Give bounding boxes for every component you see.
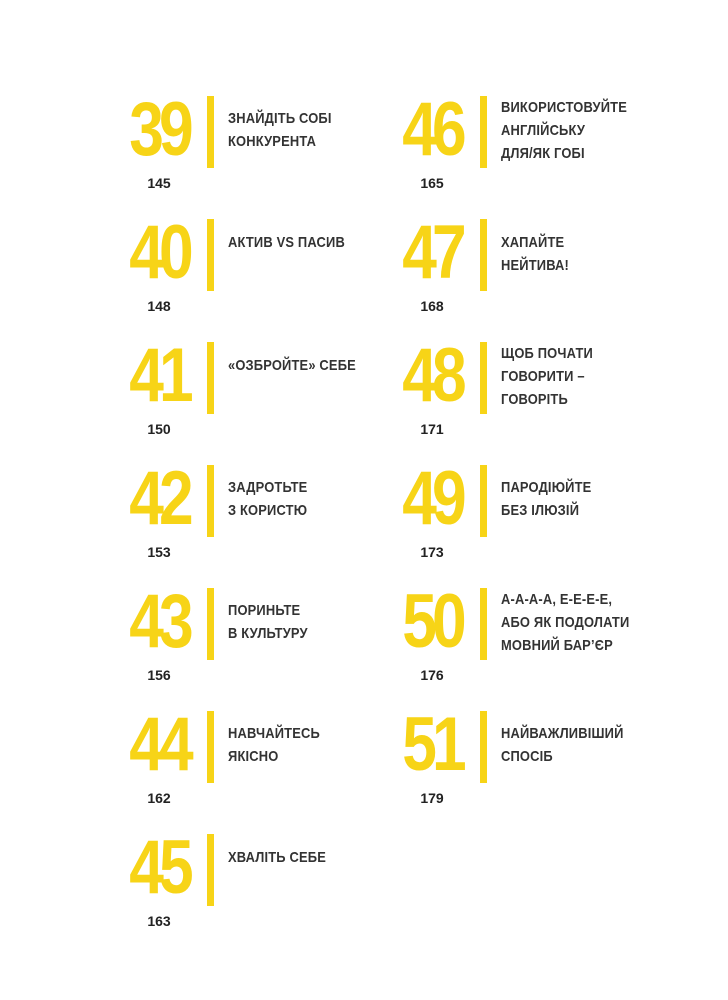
toc-entry-48[interactable] [393, 333, 653, 461]
accent-bar [207, 588, 214, 660]
chapter-title: ВИКОРИСТОВУЙТЕ АНГЛІЙСЬКУ ДЛЯ/ЯК ГОБІ [501, 99, 627, 162]
page-number: 145 [147, 175, 171, 191]
chapter-number: 43 [129, 579, 189, 664]
chapter-title: «ОЗБРОЙТЕ» СЕБЕ [228, 357, 356, 374]
accent-bar [207, 711, 214, 783]
accent-bar [480, 465, 487, 537]
toc-entry-40[interactable] [120, 210, 380, 338]
chapter-number: 45 [129, 825, 189, 910]
toc-entry-47[interactable] [393, 210, 653, 338]
toc-entry-46[interactable] [393, 87, 653, 215]
page-number: 153 [147, 544, 171, 560]
chapter-number: 48 [402, 333, 462, 418]
accent-bar [207, 96, 214, 168]
chapter-number: 50 [402, 579, 462, 664]
chapter-title: ХВАЛІТЬ СЕБЕ [228, 849, 326, 866]
page-number: 168 [420, 298, 444, 314]
toc-column-left [120, 87, 380, 953]
chapter-title: АКТИВ VS ПАСИВ [228, 234, 345, 251]
chapter-title: ПАРОДІЮЙТЕ БЕЗ ІЛЮЗІЙ [501, 479, 592, 519]
toc-entry-39[interactable] [120, 87, 380, 215]
toc-entry-43[interactable] [120, 579, 380, 707]
chapter-title: ХАПАЙТЕ НЕЙТИВА! [501, 234, 570, 274]
page-number: 179 [420, 790, 444, 806]
chapter-title: ЗНАЙДІТЬ СОБІ КОНКУРЕНТА [228, 110, 332, 150]
chapter-number: 40 [129, 210, 189, 295]
page-number: 156 [147, 667, 171, 683]
toc-entry-41[interactable] [120, 333, 380, 461]
chapter-number: 49 [402, 456, 462, 541]
page-number: 150 [147, 421, 171, 437]
accent-bar [207, 834, 214, 906]
toc-entry-44[interactable] [120, 702, 380, 830]
chapter-title: ПОРИНЬТЕ В КУЛЬТУРУ [228, 602, 308, 642]
chapter-number: 47 [402, 210, 462, 295]
page-number: 176 [420, 667, 444, 683]
chapter-title: ЗАДРОТЬТЕ З КОРИСТЮ [228, 479, 308, 519]
chapter-number: 51 [402, 702, 462, 787]
page-number: 173 [420, 544, 444, 560]
page-number: 165 [420, 175, 444, 191]
chapter-number: 46 [402, 87, 462, 172]
chapter-title: А-А-А-А, Е-Е-Е-Е, АБО ЯК ПОДОЛАТИ МОВНИЙ БАР’ЄР [501, 591, 630, 654]
page-number: 163 [147, 913, 171, 929]
chapter-number: 44 [129, 702, 189, 787]
accent-bar [207, 219, 214, 291]
chapter-number: 39 [129, 87, 189, 172]
accent-bar [480, 711, 487, 783]
toc-entry-45[interactable] [120, 825, 380, 953]
chapter-number: 42 [129, 456, 189, 541]
page-number: 171 [420, 421, 444, 437]
toc-entry-42[interactable] [120, 456, 380, 584]
chapter-title: ЩОБ ПОЧАТИ ГОВОРИТИ – ГОВОРІТЬ [501, 345, 593, 408]
page-number: 148 [147, 298, 171, 314]
accent-bar [207, 465, 214, 537]
toc-column-right [393, 87, 653, 830]
accent-bar [480, 96, 487, 168]
accent-bar [480, 342, 487, 414]
toc-entry-50[interactable] [393, 579, 653, 707]
accent-bar [480, 219, 487, 291]
chapter-title: НАЙВАЖЛИВІШИЙ СПОСІБ [501, 725, 624, 765]
chapter-title: НАВЧАЙТЕСЬ ЯКІСНО [228, 725, 320, 765]
accent-bar [207, 342, 214, 414]
accent-bar [480, 588, 487, 660]
page-number: 162 [147, 790, 171, 806]
toc-entry-51[interactable] [393, 702, 653, 830]
toc-entry-49[interactable] [393, 456, 653, 584]
chapter-number: 41 [129, 333, 189, 418]
